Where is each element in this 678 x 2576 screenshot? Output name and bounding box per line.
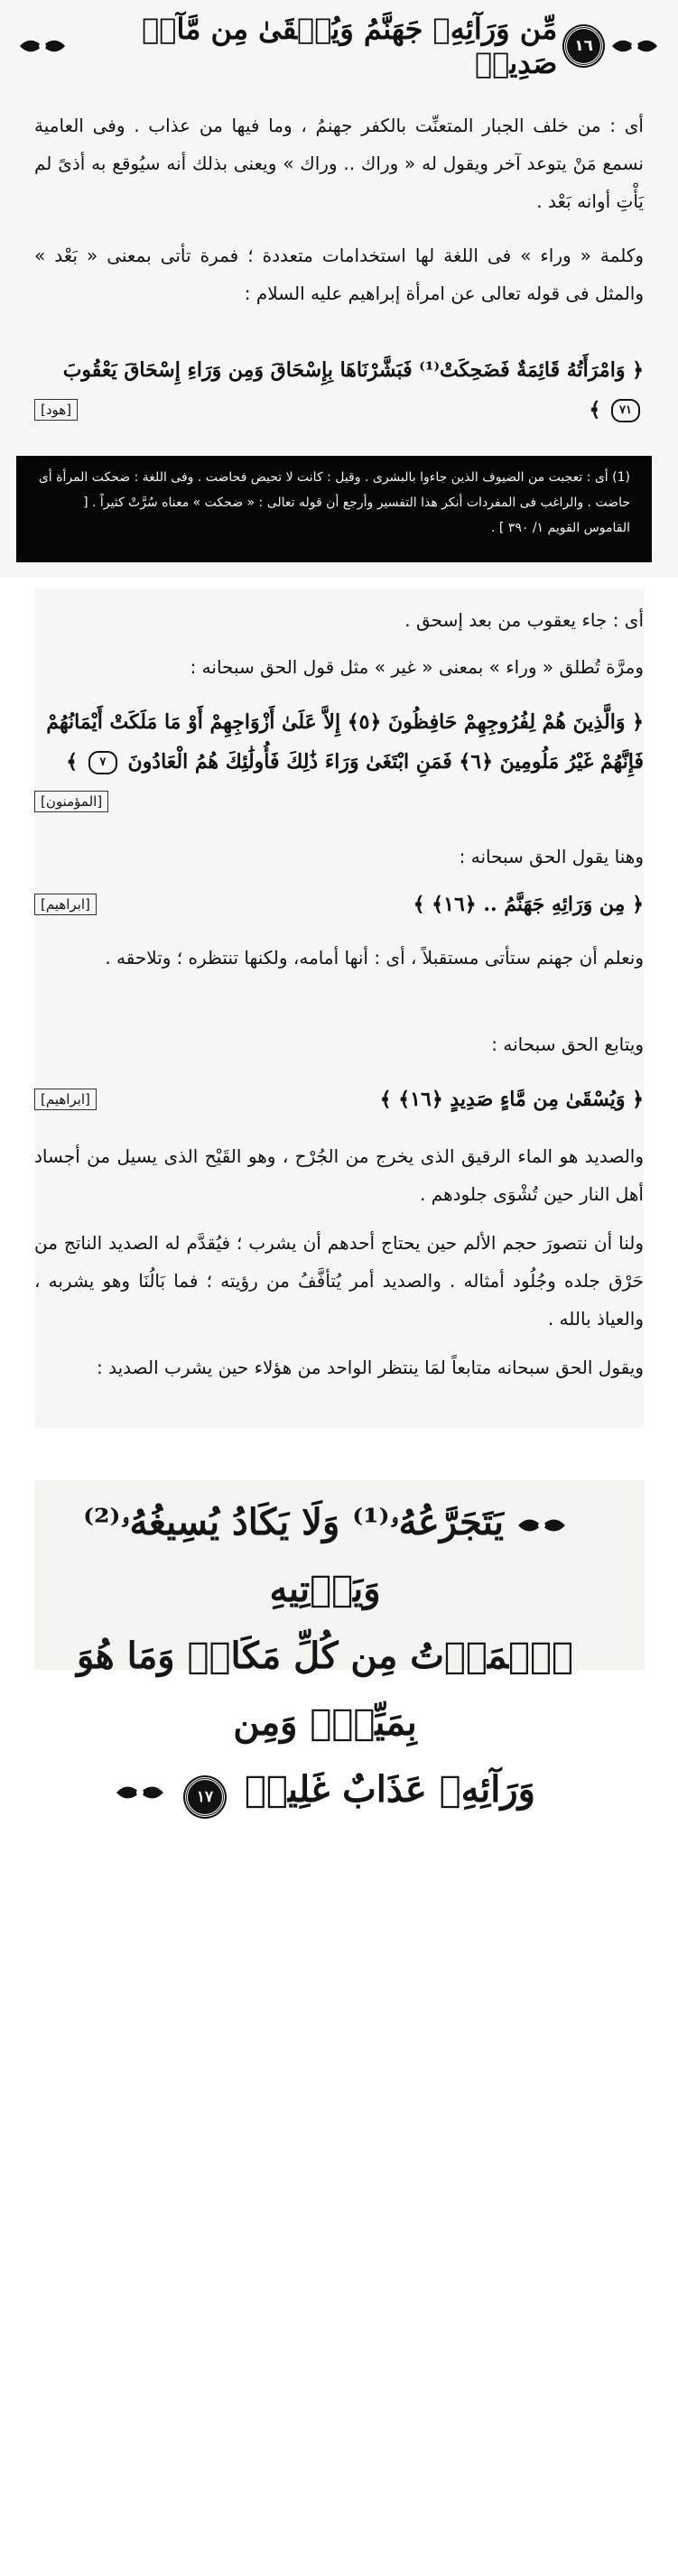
verse-number-badge: ١٧: [185, 1777, 225, 1817]
paragraph: وهنا يقول الحق سبحانه :: [459, 846, 644, 867]
paragraph: والصديد هو الماء الرقيق الذى يخرج من الجُرْح ، وهو القَيْح الذى يسيل من أجساد أهل النار حين تُشْوَى جلودهم .: [34, 1145, 644, 1205]
paragraph: أى : جاء يعقوب من بعد إسحق .: [404, 609, 644, 631]
quote-text: ﴿ مِن وَرَائِهِ جَهَنَّمُ .. ﴿١٦﴾ ﴾: [413, 893, 644, 916]
verse-line-text: يَتَجَرَّعُهُۥ⁽¹⁾ وَلَا يَكَادُ يُسِيغُهُۥ⁽²⁾ وَيَأۡتِيهِ: [83, 1501, 504, 1610]
verse-header-16: [18, 11, 659, 81]
verse-line: [36, 1623, 614, 1756]
verse-line-text: وَرَآئِهِۦ عَذَابٌ غَلِيظٞ: [244, 1768, 535, 1811]
ayah-number: ٧١: [611, 399, 640, 422]
ornament-icon: [115, 1779, 165, 1806]
verse-number-badge: ١٦: [564, 26, 603, 66]
paragraph: وكلمة « وراء » فى اللغة لها استخدامات متعددة ؛ فمرة تأتى بمعنى « بَعْد » والمثل فى قوله تعالى عن امرأة إبراهيم عليه السلام :: [34, 245, 644, 304]
verse-line: [36, 1489, 614, 1623]
verse-line-text: ٱلۡمَوۡتُ مِن كُلِّ مَكَانٖ وَمَا هُوَ بِمَيِّتٖۖ وَمِن: [76, 1635, 574, 1744]
paragraph: ويقول الحق سبحانه متابعاً لمَا ينتظر الواحد من هؤلاء حين يشرب الصديد :: [96, 1357, 644, 1378]
surah-citation: [ابراهيم]: [34, 894, 97, 915]
quran-quote: ﴿ وَالَّذِينَ هُمْ لِفُرُوجِهِمْ حَافِظُونَ ﴿٥﴾ إِلاَّ عَلَىٰ أَزْوَاجِهِمْ أَوْ مَا مَلَكَتْ أَيْمَانُهُمْ فَإِنَّهُمْ غَيْرُ مَلُومِينَ ﴿٦﴾ فَمَنِ ابْتَغَىٰ وَرَاءَ ذَٰلِكَ فَأُولَٰئِكَ هُمُ الْعَادُونَ ٧ ﴾ [المؤمنون]: [34, 702, 644, 812]
surah-citation: [هود]: [34, 399, 78, 421]
surah-citation: [ابراهيم]: [34, 1089, 97, 1110]
surah-citation: [المؤمنون]: [34, 791, 108, 812]
ornament-icon: [610, 32, 659, 60]
ayah-number: ٧: [88, 751, 117, 774]
quote-text: ﴿ وَالَّذِينَ هُمْ لِفُرُوجِهِمْ حَافِظُونَ ﴿٥﴾ إِلاَّ عَلَىٰ أَزْوَاجِهِمْ أَوْ مَا مَلَكَتْ أَيْمَانُهُمْ فَإِنَّهُمْ غَيْرُ مَلُومِينَ ﴿٦﴾ فَمَنِ ابْتَغَىٰ وَرَاءَ ذَٰلِكَ فَأُولَٰئِكَ هُمُ الْعَادُونَ: [46, 710, 644, 774]
verse-line: [36, 1756, 614, 1823]
paragraph: ونعلم أن جهنم ستأتى مستقبلاً ، أى : أنها أمامه، ولكنها تنتظره ؛ وتلاحقه .: [105, 947, 644, 968]
quran-quote: ﴿ وَامْرَأَتُهُ قَائِمَةٌ فَضَحِكَتْ⁽¹⁾ فَبَشَّرْنَاهَا بِإِسْحَاقَ وَمِن وَرَاءِ إِسْحَاقَ يَعْقُوبَ ٧١ ﴾ [هود]: [34, 350, 644, 430]
quote-text: ﴿ وَامْرَأَتُهُ قَائِمَةٌ فَضَحِكَتْ⁽¹⁾ فَبَشَّرْنَاهَا بِإِسْحَاقَ وَمِن وَرَاءِ إِسْحَاقَ يَعْقُوبَ: [62, 358, 644, 382]
ornament-icon: [18, 32, 67, 60]
paragraph: ولنا أن نتصورَ حجم الألم حين يحتاج أحدهم أن يشرب ؛ فيُقدَّم له الصديد الناتج من حَرْق جلده وجُلُود أمثاله . والصديد أمر يُتأفَّفُ من رؤيته ؛ فما بَالُنَا وهو يشربه ، والعياذ بالله .: [34, 1232, 644, 1330]
paragraph: ومرَّة تُطلق « وراء » بمعنى « غير » مثل قول الحق سبحانه :: [190, 656, 644, 678]
quran-quote: [34, 885, 644, 924]
paragraph: أى : من خلف الجبار المتعنِّت بالكفر جهنمُ ، وما فيها من عذاب . وفى العامية نسمع مَنْ يتوعد آخر ويقول له « وراك .. وراك » ويعنى بذلك أنه سيُوقع به أذىً لم يَأْتِ أوانه بَعْد .: [34, 115, 644, 212]
quote-text: ﴿ وَيُسْقَىٰ مِن مَّاءٍ صَدِيدٍ ﴿١٦﴾ ﴾: [379, 1088, 644, 1111]
paragraph: ويتابع الحق سبحانه :: [491, 1033, 644, 1055]
quran-quote: [34, 1080, 644, 1119]
verse-17: [36, 1489, 614, 1823]
footnote: (1) أى : تعجبت من الضيوف الذين جاءوا بالبشرى . وقيل : كانت لا تحيض فحاضت . وفى اللغة : ضحكت المرأة أى حاضت . والراغب فى المفردات أنكر هذا التفسير وأرجع أن قوله تعالى : « ضحكت » معناه سُرَّتْ كثيراً . [ القاموس القويم ١/ ٣٩٠ ] .: [16, 456, 652, 562]
ornament-icon: [516, 1512, 567, 1539]
verse-text: مِّن وَرَآئِهِۦ جَهَنَّمُ وَيُسۡقَىٰ مِن مَّآءٖ صَدِيدٖ: [142, 12, 558, 80]
